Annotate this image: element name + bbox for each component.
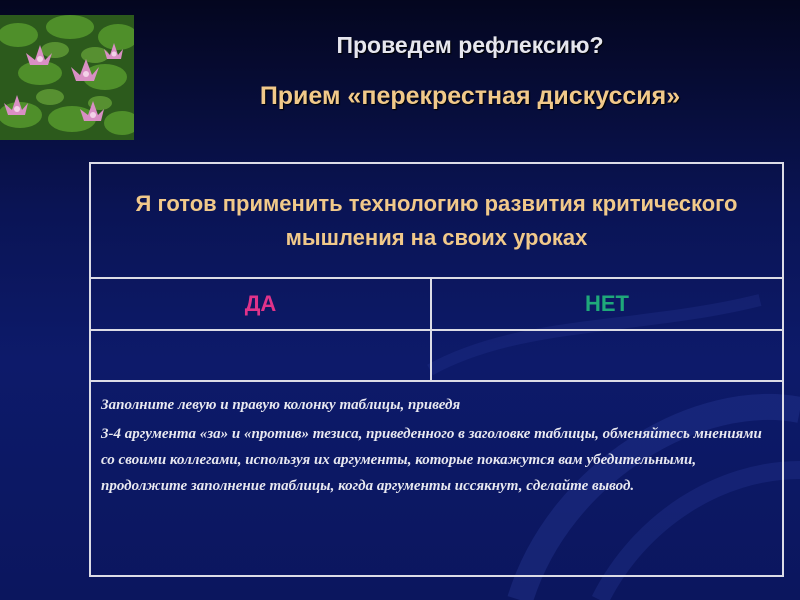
no-column-cell: [432, 331, 782, 382]
slide-title: Проведем рефлексию?: [336, 32, 604, 58]
yes-column-cell: [91, 331, 432, 382]
no-column-header: НЕТ: [432, 279, 782, 331]
water-lily-photo: [0, 15, 134, 140]
table-header: Я готов применить технологию развития критического мышления на своих уроках: [91, 164, 782, 279]
instruction-line-2: 3-4 аргумента «за» и «против» тезиса, приведенного в заголовке таблицы, обменяйтесь мнениями со своими коллегами, используя их аргументы, которые покажутся вам убедительными, продолжите заполнение таблицы, когда аргументы иссякнут, сделайте вывод.: [101, 426, 762, 494]
reflection-table: [89, 162, 784, 577]
instruction-line-1: Заполните левую и правую колонку таблицы, приведя: [101, 397, 461, 413]
yes-column-header: ДА: [91, 279, 432, 331]
instruction-cell: [91, 382, 782, 575]
slide-subtitle: Прием «перекрестная дискуссия»: [259, 82, 681, 110]
